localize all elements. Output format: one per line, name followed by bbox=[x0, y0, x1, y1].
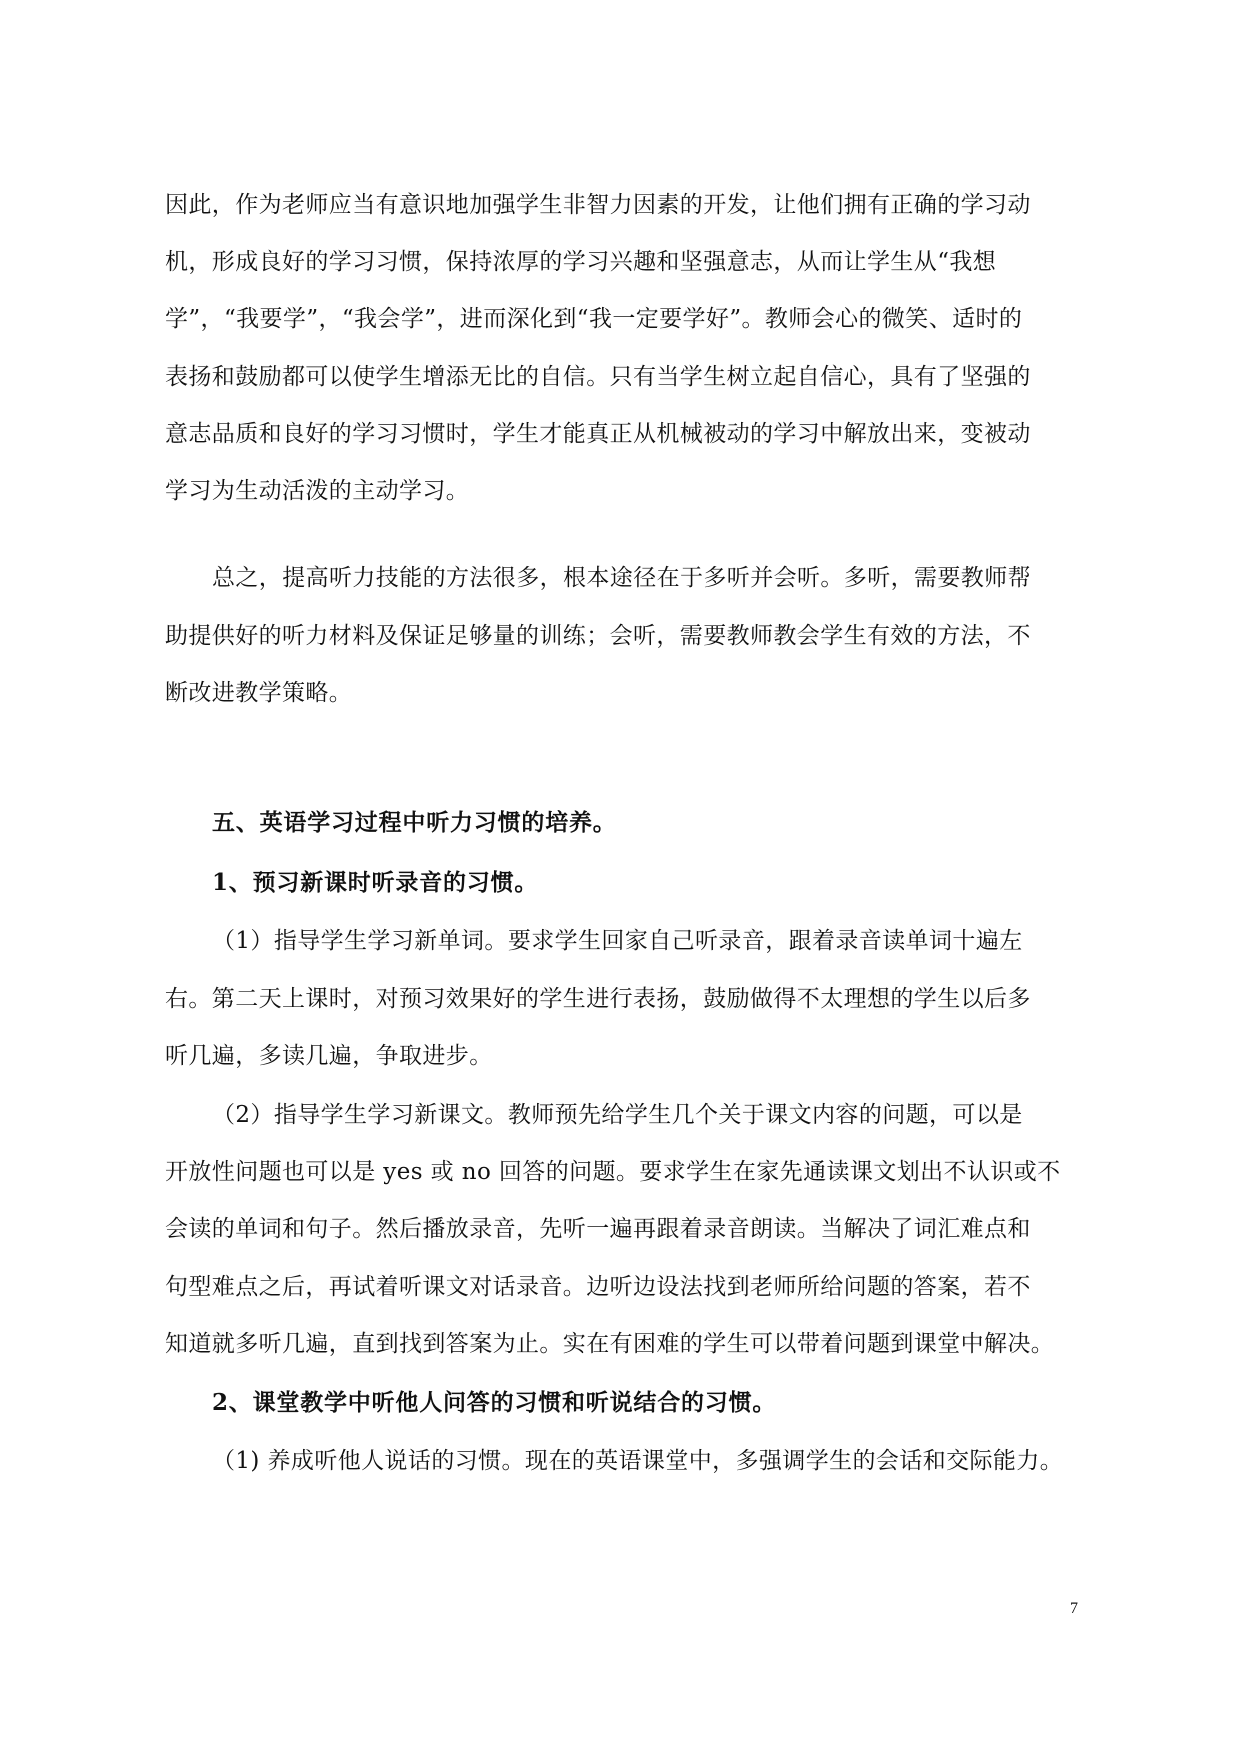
page-number: 7 bbox=[1070, 1600, 1078, 1617]
paragraph-line: 总之，提高听力技能的方法很多，根本途径在于多听并会听。多听，需要教师帮 bbox=[212, 565, 1031, 591]
paragraph-line: 开放性问题也可以是 yes 或 no 回答的问题。要求学生在家先通读课文划出不认识或不 bbox=[165, 1159, 1061, 1185]
paragraph-line: （2）指导学生学习新课文。教师预先给学生几个关于课文内容的问题，可以是 bbox=[212, 1102, 1023, 1128]
paragraph-line: 断改进教学策略。 bbox=[165, 680, 353, 706]
paragraph-line: 意志品质和良好的学习习惯时，学生才能真正从机械被动的学习中解放出来，变被动 bbox=[165, 421, 1031, 447]
paragraph-line: （1）指导学生学习新单词。要求学生回家自己听录音，跟着录音读单词十遍左 bbox=[212, 928, 1023, 954]
paragraph-line: （1) 养成听他人说话的习惯。现在的英语课堂中，多强调学生的会话和交际能力。 bbox=[212, 1448, 1064, 1474]
section-heading: 五、英语学习过程中听力习惯的培养。 bbox=[212, 809, 617, 836]
paragraph-line: 学”，“我要学”，“我会学”，进而深化到“我一定要学好”。教师会心的微笑、适时的 bbox=[165, 306, 1023, 332]
paragraph-line: 知道就多听几遍，直到找到答案为止。实在有困难的学生可以带着问题到课堂中解决。 bbox=[165, 1331, 1055, 1357]
paragraph-line: 表扬和鼓励都可以使学生增添无比的自信。只有当学生树立起自信心，具有了坚强的 bbox=[165, 364, 1031, 390]
paragraph-line: 听几遍，多读几遍，争取进步。 bbox=[165, 1043, 493, 1069]
subsection-heading: 1、预习新课时听录音的习惯。 bbox=[212, 869, 539, 896]
subsection-heading: 2、课堂教学中听他人问答的习惯和听说结合的习惯。 bbox=[212, 1389, 777, 1416]
paragraph-line: 学习为生动活泼的主动学习。 bbox=[165, 478, 470, 504]
paragraph-line: 右。第二天上课时，对预习效果好的学生进行表扬，鼓励做得不太理想的学生以后多 bbox=[165, 986, 1031, 1012]
paragraph-line: 会读的单词和句子。然后播放录音，先听一遍再跟着录音朗读。当解决了词汇难点和 bbox=[165, 1216, 1031, 1242]
paragraph-line: 句型难点之后，再试着听课文对话录音。边听边设法找到老师所给问题的答案，若不 bbox=[165, 1274, 1031, 1300]
paragraph-line: 因此，作为老师应当有意识地加强学生非智力因素的开发，让他们拥有正确的学习动 bbox=[165, 192, 1031, 218]
paragraph-line: 助提供好的听力材料及保证足够量的训练；会听，需要教师教会学生有效的方法，不 bbox=[165, 623, 1031, 649]
paragraph-line: 机，形成良好的学习习惯，保持浓厚的学习兴趣和坚强意志，从而让学生从“我想 bbox=[165, 249, 997, 275]
